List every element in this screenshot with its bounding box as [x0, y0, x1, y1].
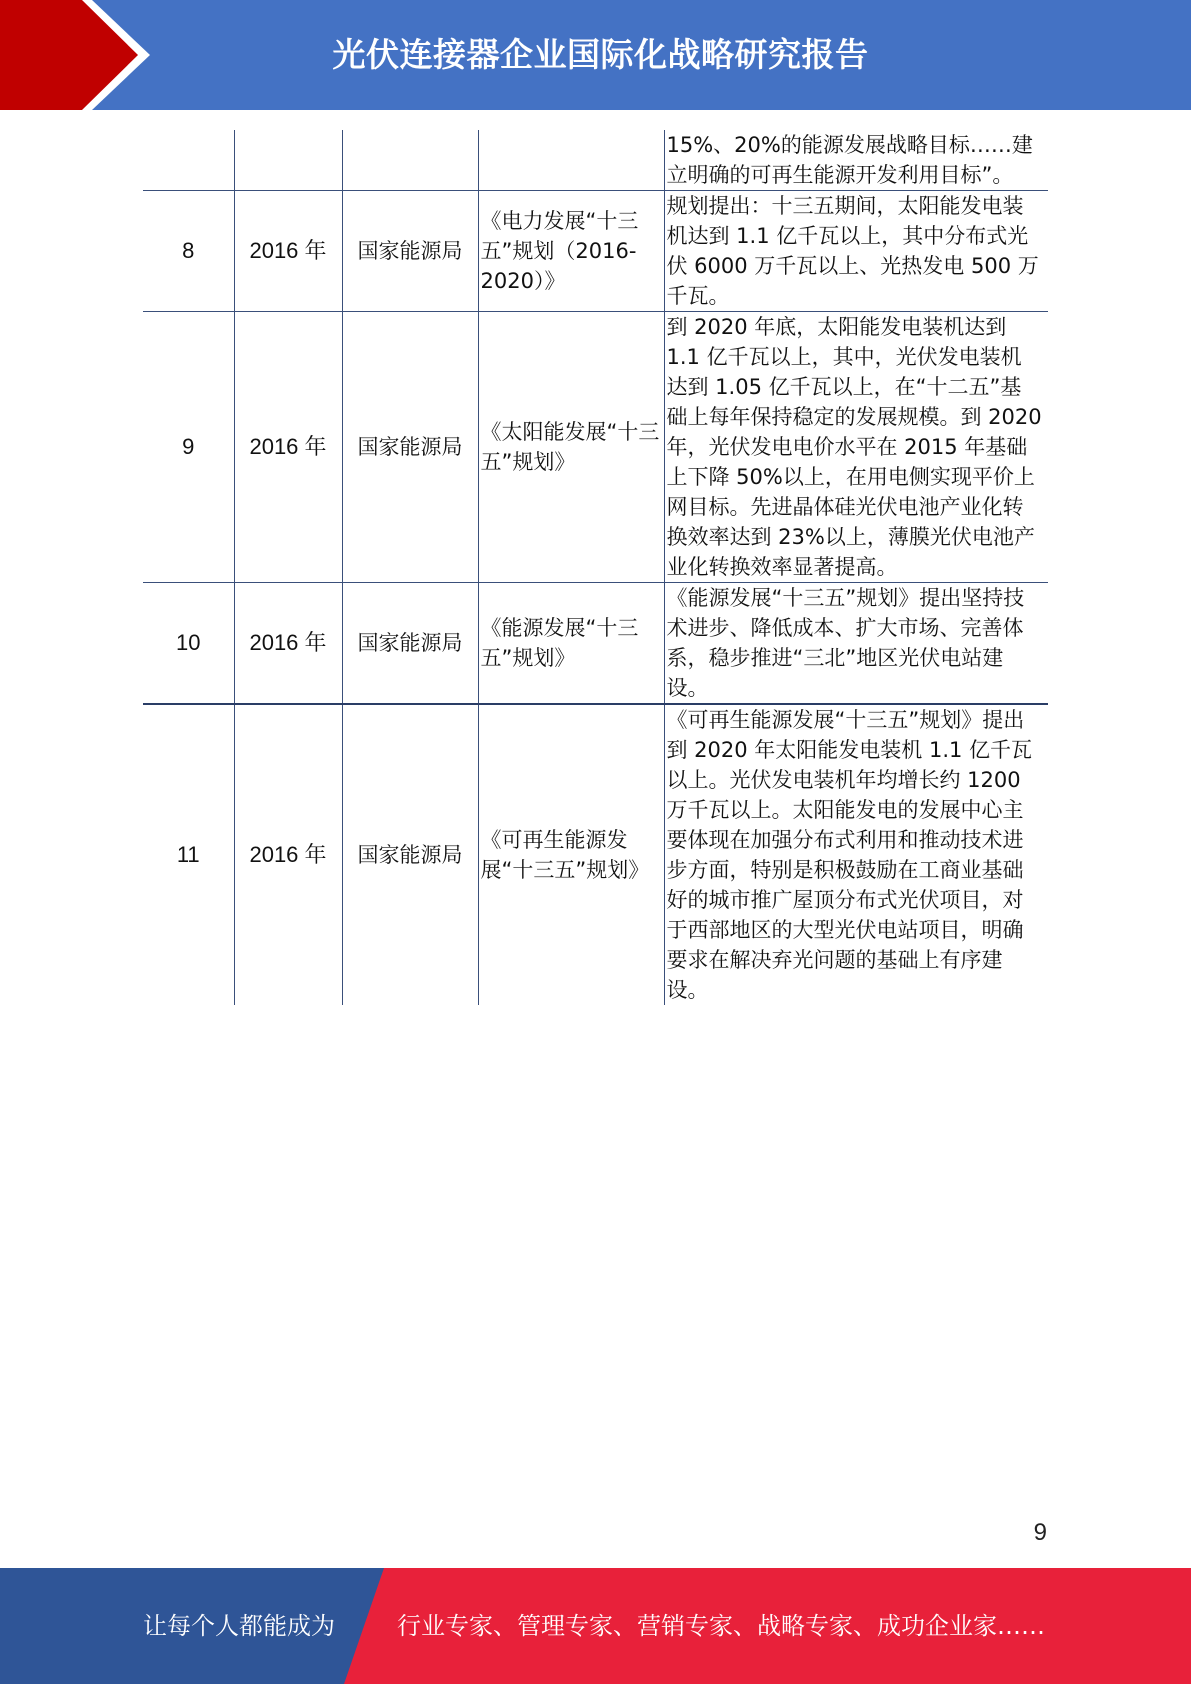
row-content: 《能源发展“十三五”规划》提出坚持技术进步、降低成本、扩大市场、完善体系，稳步推进“三北”地区光伏电站建设。: [664, 583, 1048, 705]
row-content: 15%、20%的能源发展战略目标……建立明确的可再生能源开发利用目标”。: [664, 130, 1048, 191]
row-number: 10: [143, 583, 234, 705]
page-title: 光伏连接器企业国际化战略研究报告: [332, 35, 869, 74]
row-document: 《能源发展“十三五”规划》: [478, 583, 664, 705]
footer-slogan-right: 行业专家、管理专家、营销专家、战略专家、成功企业家……: [397, 1612, 1045, 1640]
table-row: [143, 191, 1048, 312]
row-year: 2016 年: [234, 583, 342, 705]
row-issuer: [342, 130, 478, 191]
row-document: 《太阳能发展“十三五”规划》: [478, 312, 664, 583]
policy-table: [143, 130, 1048, 1005]
row-content: 《可再生能源发展“十三五”规划》提出到 2020 年太阳能发电装机 1.1 亿千瓦以上。光伏发电装机年均增长约 1200 万千瓦以上。太阳能发电的发展中心主要体现在加强分布式利用和推动技术进步方面，特别是积极鼓励在工商业基础好的城市推广屋顶分布式光伏项目，对于西部地区的大型光伏电站项目，明确要求在解决弃光问题的基础上有序建设。: [664, 704, 1048, 1005]
row-year: 2016 年: [234, 312, 342, 583]
row-issuer: 国家能源局: [342, 312, 478, 583]
row-number: 11: [143, 704, 234, 1005]
row-number: [143, 130, 234, 191]
row-content: 到 2020 年底，太阳能发电装机达到 1.1 亿千瓦以上，其中，光伏发电装机达到 1.05 亿千瓦以上，在“十二五”基础上每年保持稳定的发展规模。到 2020 年，光伏发电电价水平在 2015 年基础上下降 50%以上，在用电侧实现平价上网目标。先进晶体硅光伏电池产业化转换效率达到 23%以上，薄膜光伏电池产业化转换效率显著提高。: [664, 312, 1048, 583]
footer-slogan-left: 让每个人都能成为: [143, 1612, 335, 1640]
row-document: 《可再生能源发展“十三五”规划》: [478, 704, 664, 1005]
header-band: [0, 0, 1191, 110]
row-year: 2016 年: [234, 191, 342, 312]
row-issuer: 国家能源局: [342, 583, 478, 705]
row-content: 规划提出：十三五期间，太阳能发电装机达到 1.1 亿千瓦以上，其中分布式光伏 6000 万千瓦以上、光热发电 500 万千瓦。: [664, 191, 1048, 312]
table-row: [143, 704, 1048, 1005]
table-row: [143, 130, 1048, 191]
row-issuer: 国家能源局: [342, 704, 478, 1005]
row-year: [234, 130, 342, 191]
row-number: 9: [143, 312, 234, 583]
row-document: [478, 130, 664, 191]
row-document: 《电力发展“十三五”规划（2016-2020）》: [478, 191, 664, 312]
table-row: [143, 583, 1048, 705]
row-issuer: 国家能源局: [342, 191, 478, 312]
policy-table-container: [143, 130, 1048, 1005]
table-row: [143, 312, 1048, 583]
row-number: 8: [143, 191, 234, 312]
page-number: 9: [1033, 1519, 1047, 1546]
row-year: 2016 年: [234, 704, 342, 1005]
